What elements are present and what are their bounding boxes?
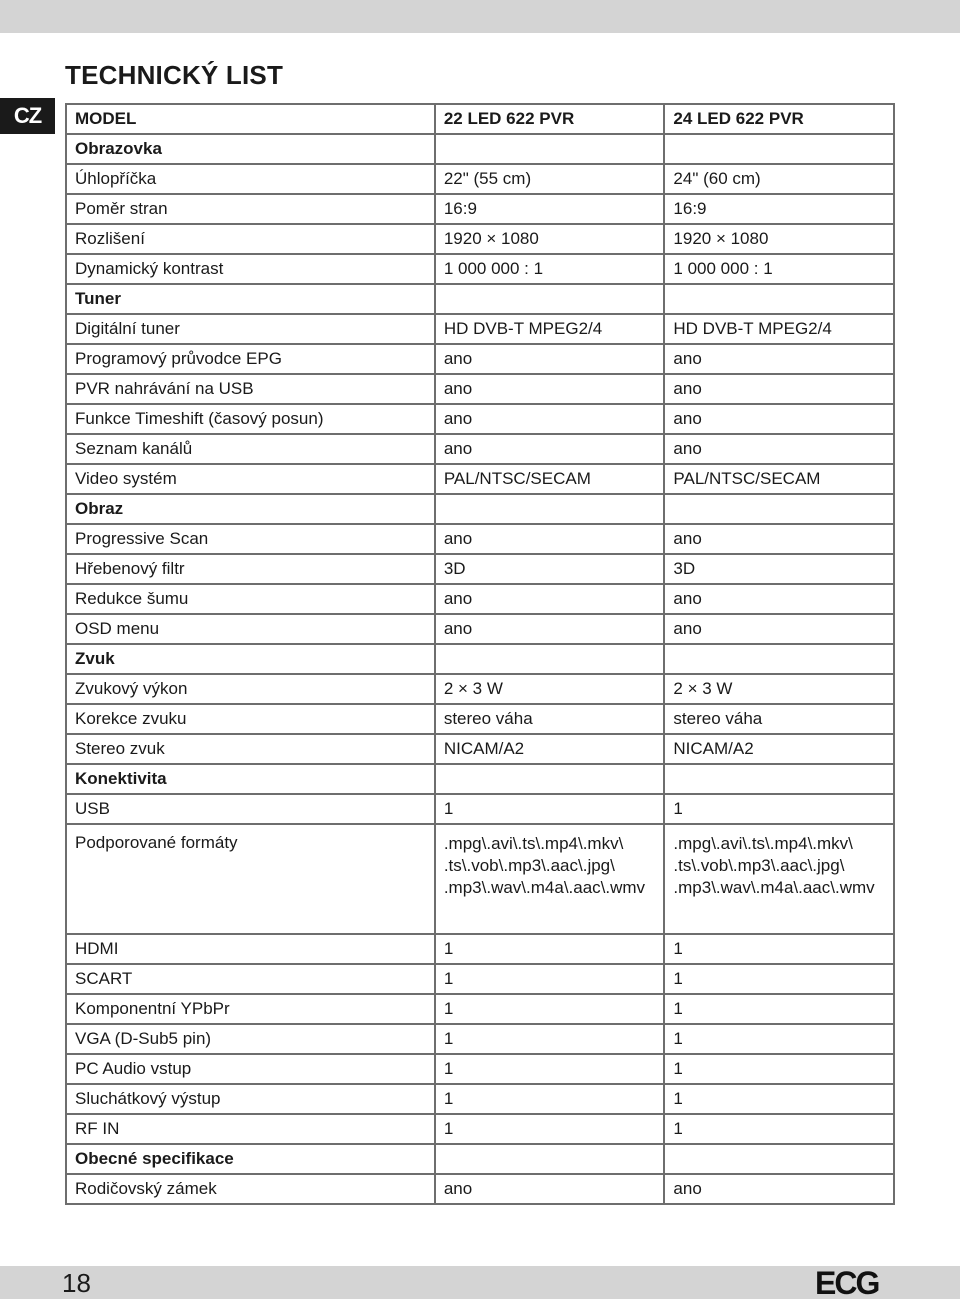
table-cell: 1 bbox=[435, 1084, 665, 1114]
table-cell: 1 bbox=[664, 1114, 894, 1144]
table-row bbox=[66, 964, 894, 994]
table-cell bbox=[435, 764, 665, 794]
spec-table-body bbox=[66, 104, 894, 1204]
table-cell: Rozlišení bbox=[66, 224, 435, 254]
table-row bbox=[66, 614, 894, 644]
table-row bbox=[66, 374, 894, 404]
table-row bbox=[66, 524, 894, 554]
table-cell bbox=[435, 284, 665, 314]
table-section-row bbox=[66, 494, 894, 524]
table-cell: 1 bbox=[664, 794, 894, 824]
table-cell: ano bbox=[664, 404, 894, 434]
table-row bbox=[66, 254, 894, 284]
table-cell: PVR nahrávání na USB bbox=[66, 374, 435, 404]
table-cell: 1 000 000 : 1 bbox=[435, 254, 665, 284]
table-cell bbox=[435, 644, 665, 674]
table-row bbox=[66, 674, 894, 704]
table-cell: 1920 × 1080 bbox=[435, 224, 665, 254]
table-cell: 1 bbox=[664, 1054, 894, 1084]
table-row bbox=[66, 734, 894, 764]
table-cell: ano bbox=[435, 434, 665, 464]
table-cell: Funkce Timeshift (časový posun) bbox=[66, 404, 435, 434]
table-cell: ano bbox=[435, 524, 665, 554]
table-cell: 1 bbox=[435, 1054, 665, 1084]
table-cell: 1 bbox=[664, 964, 894, 994]
table-cell: 2 × 3 W bbox=[435, 674, 665, 704]
table-cell: 16:9 bbox=[435, 194, 665, 224]
table-cell: ano bbox=[435, 344, 665, 374]
table-cell: 1920 × 1080 bbox=[664, 224, 894, 254]
table-cell: .mpg\.avi\.ts\.mp4\.mkv\ .ts\.vob\.mp3\.aac\.jpg\ .mp3\.wav\.m4a\.aac\.wmv bbox=[664, 824, 894, 934]
table-row bbox=[66, 194, 894, 224]
table-cell: 24" (60 cm) bbox=[664, 164, 894, 194]
table-cell: ano bbox=[664, 524, 894, 554]
table-cell: Obrazovka bbox=[66, 134, 435, 164]
table-cell: 1 bbox=[435, 1114, 665, 1144]
table-cell: 1 bbox=[664, 1024, 894, 1054]
table-cell: 1 bbox=[435, 1024, 665, 1054]
table-cell: Korekce zvuku bbox=[66, 704, 435, 734]
table-row bbox=[66, 994, 894, 1024]
table-cell: Digitální tuner bbox=[66, 314, 435, 344]
table-cell: ano bbox=[664, 344, 894, 374]
table-cell bbox=[664, 284, 894, 314]
table-cell: Progressive Scan bbox=[66, 524, 435, 554]
table-row bbox=[66, 164, 894, 194]
table-cell bbox=[435, 1144, 665, 1174]
table-cell: ano bbox=[664, 614, 894, 644]
table-cell: Podporované formáty bbox=[66, 824, 435, 934]
table-row bbox=[66, 464, 894, 494]
brand-logo: ECG bbox=[815, 1265, 879, 1301]
table-cell: ano bbox=[435, 404, 665, 434]
table-row bbox=[66, 224, 894, 254]
table-cell: PC Audio vstup bbox=[66, 1054, 435, 1084]
table-cell: Úhlopříčka bbox=[66, 164, 435, 194]
table-cell: 1 bbox=[664, 934, 894, 964]
table-cell: RF IN bbox=[66, 1114, 435, 1144]
table-row bbox=[66, 824, 894, 934]
table-cell bbox=[435, 134, 665, 164]
table-cell: ano bbox=[435, 614, 665, 644]
table-cell: Video systém bbox=[66, 464, 435, 494]
table-cell: 1 bbox=[435, 964, 665, 994]
table-cell: SCART bbox=[66, 964, 435, 994]
table-cell: Sluchátkový výstup bbox=[66, 1084, 435, 1114]
table-cell: 1 bbox=[435, 934, 665, 964]
spec-table bbox=[65, 103, 895, 1205]
table-cell: Redukce šumu bbox=[66, 584, 435, 614]
table-cell: Programový průvodce EPG bbox=[66, 344, 435, 374]
table-row bbox=[66, 1024, 894, 1054]
table-row bbox=[66, 1114, 894, 1144]
table-row bbox=[66, 1054, 894, 1084]
table-cell: Zvukový výkon bbox=[66, 674, 435, 704]
table-cell: OSD menu bbox=[66, 614, 435, 644]
table-cell: 2 × 3 W bbox=[664, 674, 894, 704]
table-cell: 24 LED 622 PVR bbox=[664, 104, 894, 134]
table-cell bbox=[664, 494, 894, 524]
table-cell: 22 LED 622 PVR bbox=[435, 104, 665, 134]
table-row bbox=[66, 344, 894, 374]
table-cell bbox=[664, 134, 894, 164]
table-cell bbox=[664, 764, 894, 794]
table-cell: 16:9 bbox=[664, 194, 894, 224]
table-section-row bbox=[66, 1144, 894, 1174]
table-cell: HDMI bbox=[66, 934, 435, 964]
table-cell: MODEL bbox=[66, 104, 435, 134]
table-section-row bbox=[66, 284, 894, 314]
table-cell: Zvuk bbox=[66, 644, 435, 674]
page-number: 18 bbox=[62, 1268, 91, 1298]
table-cell: NICAM/A2 bbox=[435, 734, 665, 764]
table-cell: Komponentní YPbPr bbox=[66, 994, 435, 1024]
table-cell: 3D bbox=[664, 554, 894, 584]
table-cell: ano bbox=[435, 1174, 665, 1204]
table-cell bbox=[435, 494, 665, 524]
table-cell: Konektivita bbox=[66, 764, 435, 794]
table-cell: PAL/NTSC/SECAM bbox=[435, 464, 665, 494]
table-cell: 1 bbox=[664, 994, 894, 1024]
table-cell: ano bbox=[664, 434, 894, 464]
table-cell: Stereo zvuk bbox=[66, 734, 435, 764]
table-cell: Seznam kanálů bbox=[66, 434, 435, 464]
language-tab: CZ bbox=[0, 98, 55, 134]
table-cell: stereo váha bbox=[664, 704, 894, 734]
table-cell: USB bbox=[66, 794, 435, 824]
table-cell: .mpg\.avi\.ts\.mp4\.mkv\ .ts\.vob\.mp3\.aac\.jpg\ .mp3\.wav\.m4a\.aac\.wmv bbox=[435, 824, 665, 934]
table-cell: 3D bbox=[435, 554, 665, 584]
table-cell: HD DVB-T MPEG2/4 bbox=[664, 314, 894, 344]
table-cell: 1 bbox=[664, 1084, 894, 1114]
table-cell: stereo váha bbox=[435, 704, 665, 734]
table-cell: Rodičovský zámek bbox=[66, 1174, 435, 1204]
table-cell: ano bbox=[435, 584, 665, 614]
table-cell: ano bbox=[664, 374, 894, 404]
table-header-row bbox=[66, 104, 894, 134]
table-cell: Dynamický kontrast bbox=[66, 254, 435, 284]
table-cell: Obraz bbox=[66, 494, 435, 524]
table-row bbox=[66, 404, 894, 434]
table-cell: Hřebenový filtr bbox=[66, 554, 435, 584]
table-cell: Obecné specifikace bbox=[66, 1144, 435, 1174]
table-cell: ano bbox=[664, 1174, 894, 1204]
table-cell: HD DVB-T MPEG2/4 bbox=[435, 314, 665, 344]
table-cell: 1 bbox=[435, 794, 665, 824]
page-title: TECHNICKÝ LIST bbox=[65, 60, 284, 90]
table-cell: VGA (D-Sub5 pin) bbox=[66, 1024, 435, 1054]
table-row bbox=[66, 554, 894, 584]
table-row bbox=[66, 434, 894, 464]
top-band bbox=[0, 0, 960, 33]
table-cell bbox=[664, 644, 894, 674]
table-row bbox=[66, 704, 894, 734]
table-row bbox=[66, 1084, 894, 1114]
table-row bbox=[66, 314, 894, 344]
table-cell: ano bbox=[435, 374, 665, 404]
table-cell bbox=[664, 1144, 894, 1174]
table-section-row bbox=[66, 764, 894, 794]
table-cell: 1 bbox=[435, 994, 665, 1024]
table-cell: NICAM/A2 bbox=[664, 734, 894, 764]
table-row bbox=[66, 794, 894, 824]
table-cell: 1 000 000 : 1 bbox=[664, 254, 894, 284]
table-row bbox=[66, 934, 894, 964]
table-section-row bbox=[66, 134, 894, 164]
table-row bbox=[66, 584, 894, 614]
table-row bbox=[66, 1174, 894, 1204]
table-cell: 22" (55 cm) bbox=[435, 164, 665, 194]
table-cell: ano bbox=[664, 584, 894, 614]
table-cell: Poměr stran bbox=[66, 194, 435, 224]
table-section-row bbox=[66, 644, 894, 674]
table-cell: Tuner bbox=[66, 284, 435, 314]
table-cell: PAL/NTSC/SECAM bbox=[664, 464, 894, 494]
